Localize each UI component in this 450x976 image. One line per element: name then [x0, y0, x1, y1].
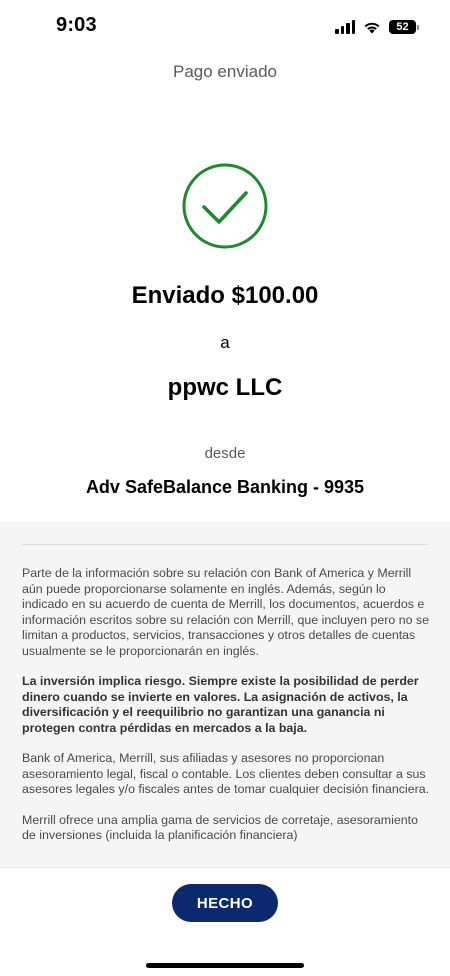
source-account: Adv SafeBalance Banking - 9935: [85, 477, 365, 497]
battery-icon: [389, 20, 416, 34]
checkmark-circle-icon: [182, 163, 268, 249]
wifi-icon: [363, 20, 381, 34]
page-title: Pago enviado: [173, 62, 277, 81]
footer: [0, 867, 450, 976]
from-label: desde: [204, 445, 246, 462]
to-label: a: [220, 333, 230, 352]
done-button[interactable]: HECHO: [172, 884, 278, 922]
sent-amount: Enviado $100.00: [131, 282, 319, 309]
disclosure-panel[interactable]: [0, 522, 450, 867]
status-time: 9:03: [56, 14, 97, 36]
status-bar: [0, 0, 450, 54]
disclosure-paragraph-advice: Bank of America, Merrill, sus afiliadas y asesores no proporcionan asesoramiento legal, fiscal o contable. Los clientes deben consultar a sus asesores legales y/o fiscales antes de tomar cualquier decisión financiera.: [22, 751, 430, 796]
battery-level: 52: [396, 21, 409, 33]
home-indicator[interactable]: [146, 963, 304, 968]
recipient-name: ppwc LLC: [167, 374, 283, 401]
status-icons: [335, 17, 416, 37]
disclosure-paragraph-language: Parte de la información sobre su relación con Bank of America y Merrill aún puede proporcionarse solamente en inglés. Además, según lo indicado en su acuerdo de cuenta de Merrill, los documentos, acuerdos e información escritos sobre su relación con Merrill, que incluyen pero no se limitan a productos, servicios, transacciones y otros detalles de cuentas usualmente se le proporcionarán en inglés.: [22, 566, 430, 658]
signal-icon: [335, 20, 355, 34]
disclosure-text: [22, 566, 430, 859]
disclosure-paragraph-services: Merrill ofrece una amplia gama de servicios de corretaje, asesoramiento de inversiones (incluida la planificación financiera): [22, 812, 418, 842]
disclosure-paragraph-risk: La inversión implica riesgo. Siempre existe la posibilidad de perder dinero cuando se invierte en valores. La asignación de activos, la diversificación y el reequilibrio no garantizan una ganancia ni protegen contra pérdidas en mercados a la baja.: [22, 674, 419, 735]
divider: [22, 544, 428, 545]
